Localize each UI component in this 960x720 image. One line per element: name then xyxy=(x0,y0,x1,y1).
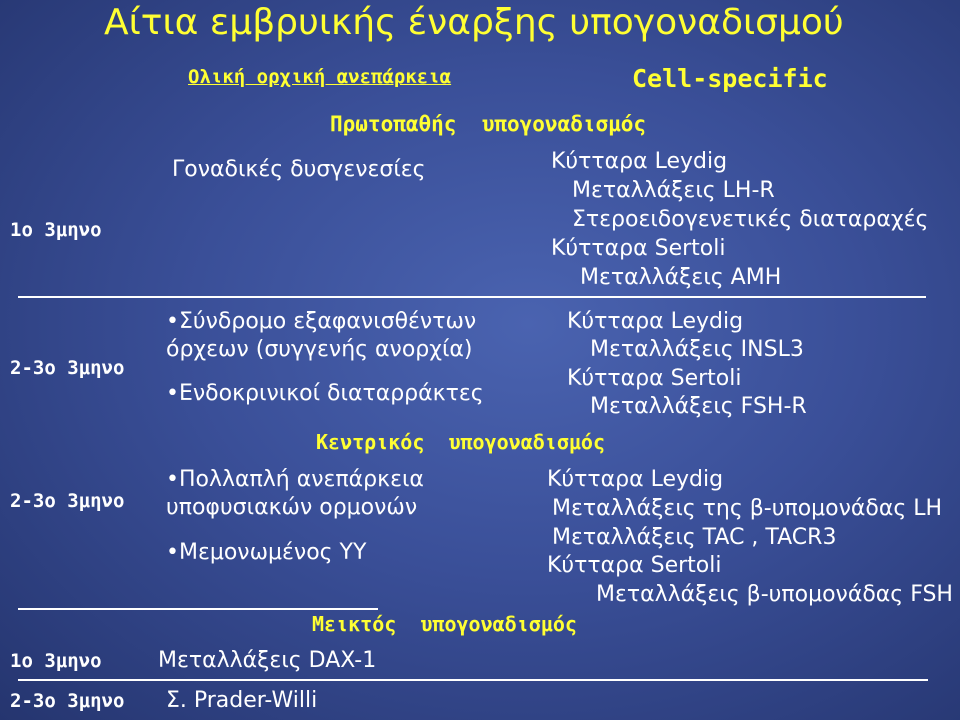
right-text-1-4: Μεταλλάξεις AMH xyxy=(580,265,782,290)
left-vanishing-testes-2: όρχεων (συγγενής ανορχία) xyxy=(166,337,473,362)
right-text-3-4: Μεταλλάξεις β-υπομονάδας FSH xyxy=(596,582,953,607)
right-text-2-1: Μεταλλάξεις INSL3 xyxy=(590,337,804,362)
right-text-2-3: Μεταλλάξεις FSH-R xyxy=(590,394,807,419)
left-gonadal-dysgenesis: Γοναδικές δυσγενεσίες xyxy=(172,157,426,182)
period-label-2: 2-3ο 3μηνο xyxy=(10,357,125,379)
right-text-2-0: Κύτταρα Leydig xyxy=(567,309,744,334)
period-label-3: 2-3ο 3μηνο xyxy=(10,490,125,512)
header-mixed-hypogonadism: Μεικτός υπογοναδισμός xyxy=(312,612,577,636)
header-primary-hypogonadism: Πρωτοπαθής υπογοναδισμός xyxy=(330,112,647,136)
period-label-1: 1ο 3μηνο xyxy=(10,219,102,241)
left-prader-willi: Σ. Prader-Willi xyxy=(166,688,318,713)
right-text-1-2: Στεροειδογενετικές διαταραχές xyxy=(572,207,929,232)
right-text-3-2: Μεταλλάξεις TAC , TACR3 xyxy=(552,525,837,550)
divider-1 xyxy=(18,296,926,298)
right-text-1-0: Κύτταρα Leydig xyxy=(551,149,728,174)
period-label-5: 2-3ο 3μηνο xyxy=(10,690,125,712)
right-text-1-3: Κύτταρα Sertoli xyxy=(551,236,726,261)
right-text-3-0: Κύτταρα Leydig xyxy=(547,467,724,492)
header-cell-specific: Cell-specific xyxy=(632,64,828,93)
right-text-2-2: Κύτταρα Sertoli xyxy=(567,366,742,391)
slide-title: Αίτια εμβρυικής έναρξης υπογοναδισμού xyxy=(104,2,844,43)
left-endocrine-disruptors: •Ενδοκρινικοί διαταρράκτες xyxy=(166,381,484,406)
left-pituitary-2: υποφυσιακών ορμονών xyxy=(166,495,418,520)
header-central-hypogonadism: Κεντρικός υπογοναδισμός xyxy=(316,430,605,454)
divider-3 xyxy=(18,679,928,681)
header-total-orchic-failure: Ολική ορχική ανεπάρκεια xyxy=(188,66,452,88)
period-label-4: 1ο 3μηνο xyxy=(10,650,102,672)
left-pituitary-1: •Πολλαπλή ανεπάρκεια xyxy=(166,467,424,492)
right-text-3-1: Μεταλλάξεις της β-υπομονάδας LH xyxy=(552,496,943,521)
left-dax1: Μεταλλάξεις DAX-1 xyxy=(158,648,377,673)
left-isolated-hh: •Μεμονωμένος ΥΥ xyxy=(166,540,367,565)
right-text-3-3: Κύτταρα Sertoli xyxy=(547,553,722,578)
left-vanishing-testes-1: •Σύνδρομο εξαφανισθέντων xyxy=(166,309,477,334)
right-text-1-1: Μεταλλάξεις LH-R xyxy=(572,178,775,203)
divider-2-left xyxy=(18,608,378,610)
